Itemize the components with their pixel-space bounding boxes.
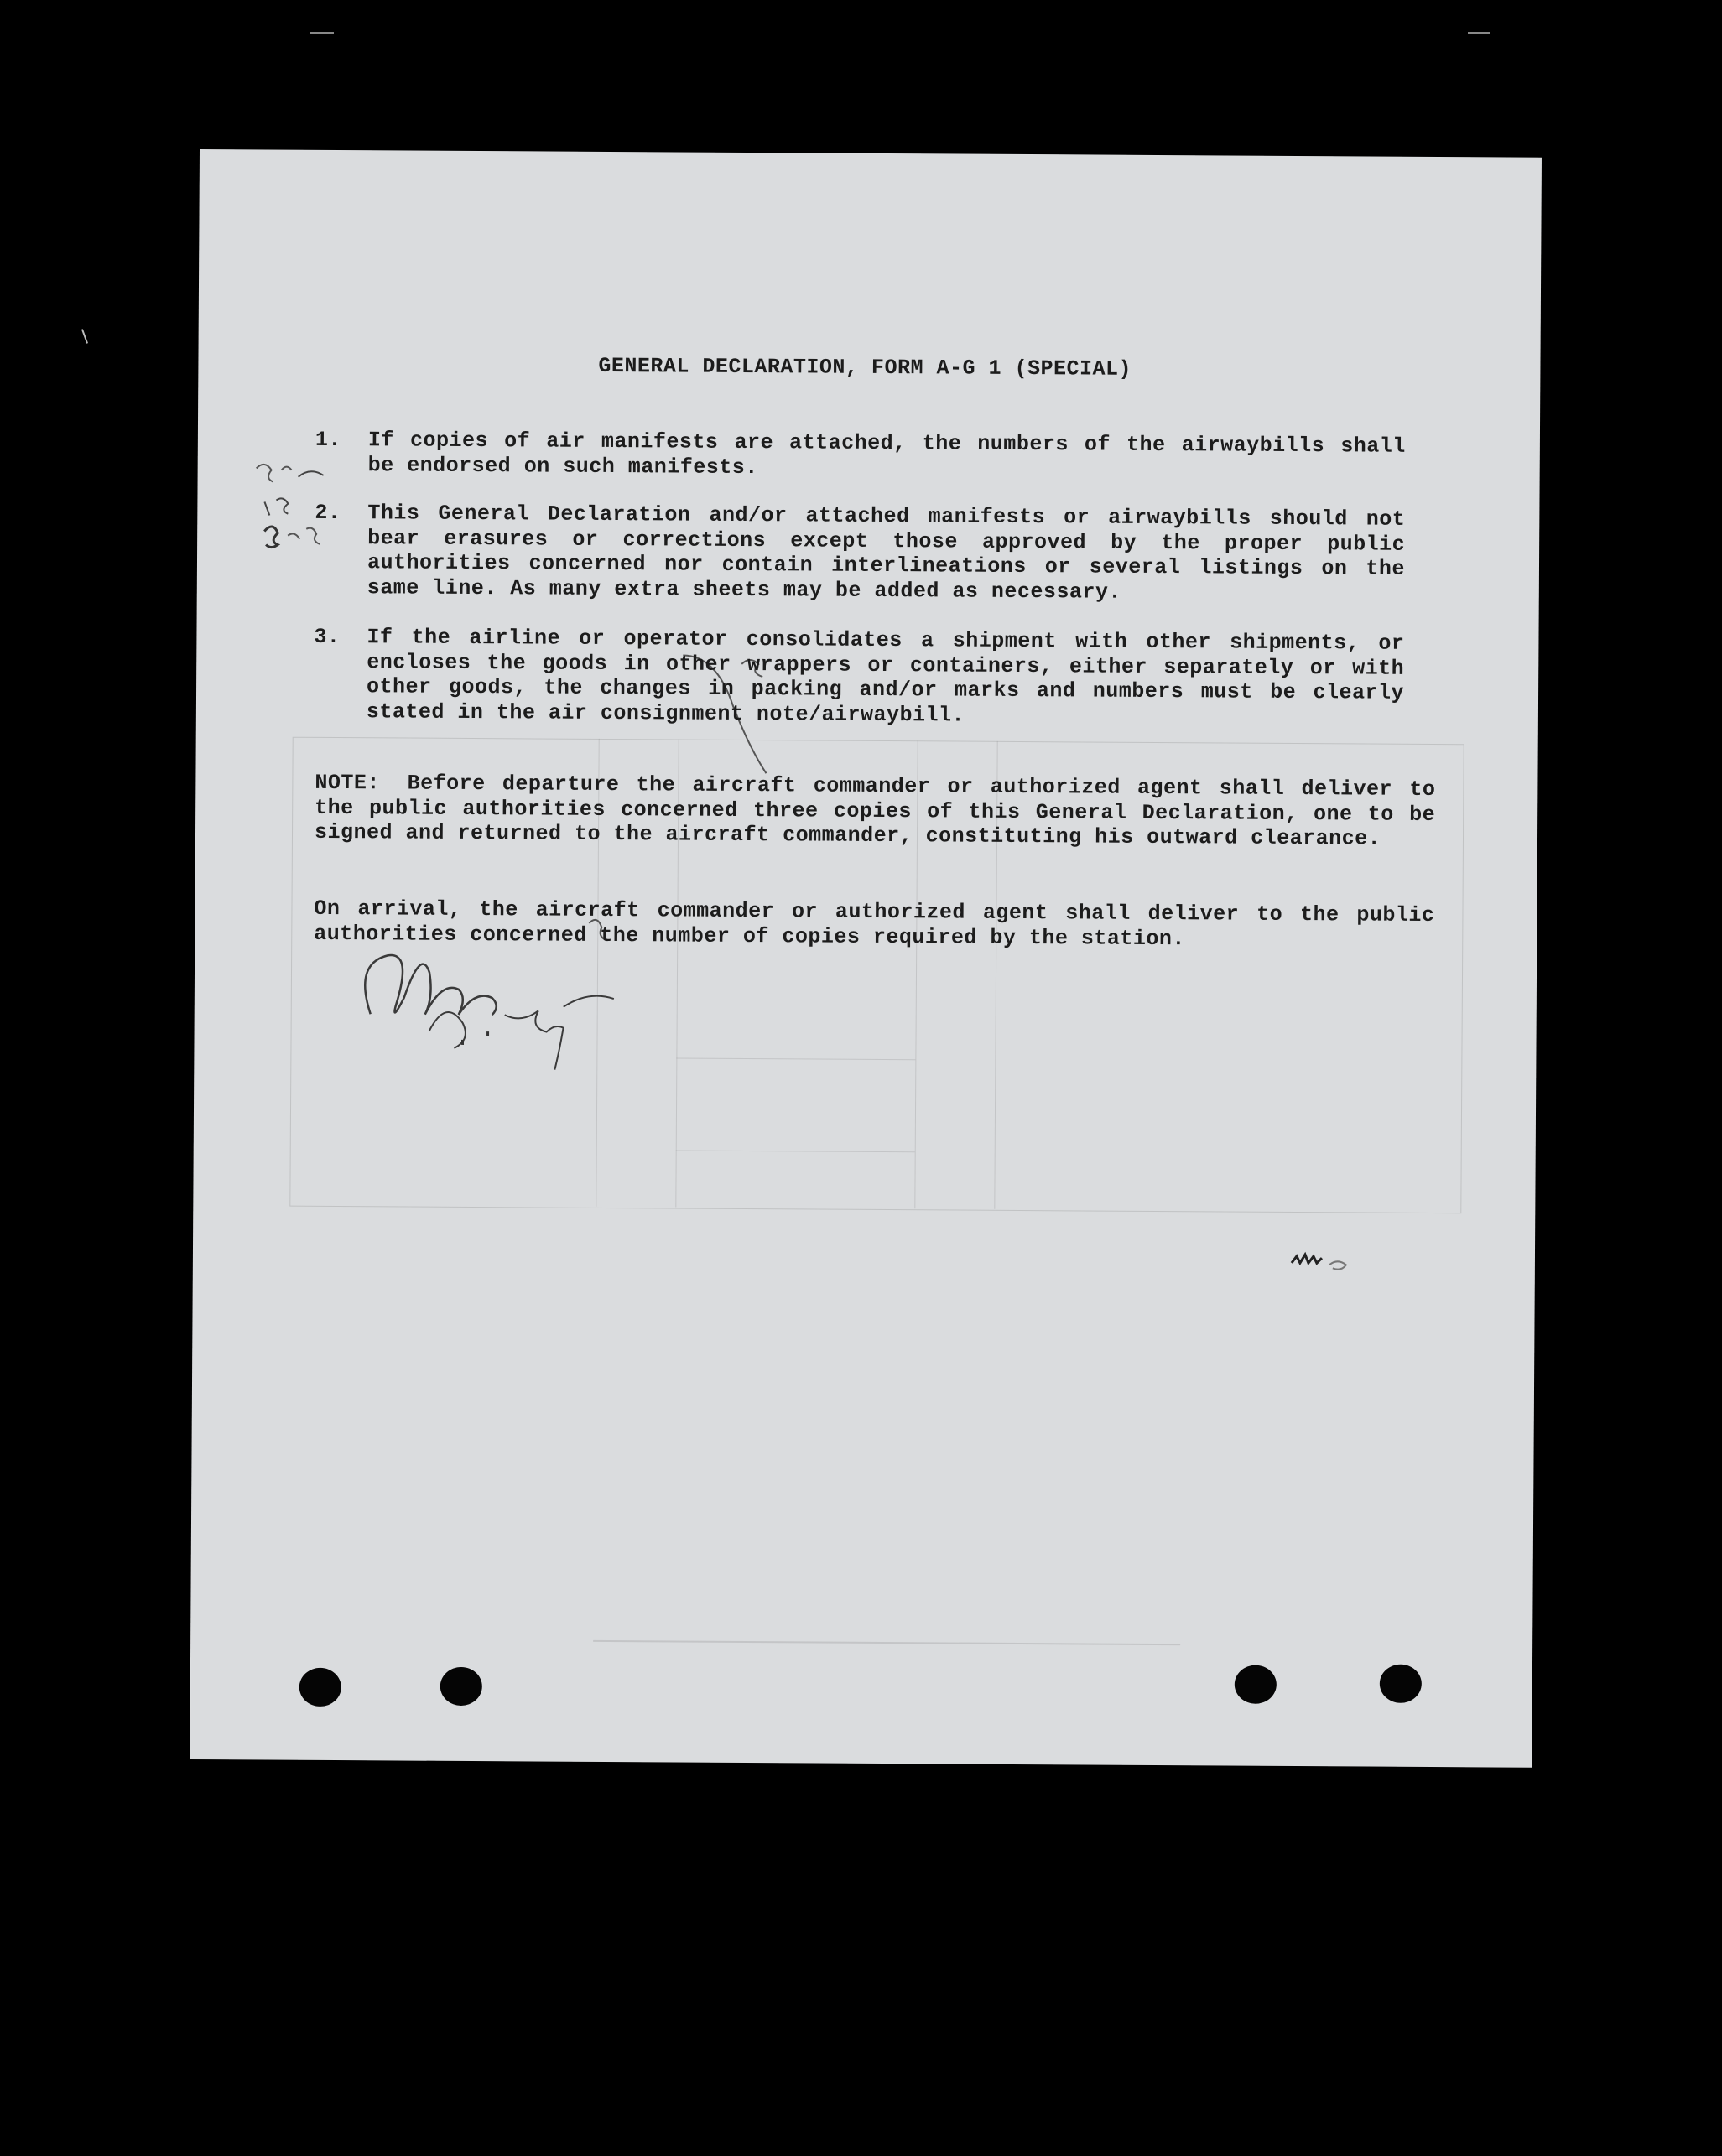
stray-mark <box>310 32 334 34</box>
form-title: GENERAL DECLARATION, FORM A-G 1 (SPECIAL) <box>598 353 1132 382</box>
instruction-item-1 <box>315 428 1406 484</box>
punch-hole <box>440 1667 482 1706</box>
punch-hole <box>1380 1665 1422 1703</box>
ink-stamp-mark <box>1288 1246 1355 1280</box>
arrival-paragraph: On arrival, the aircraft commander or authorized agent shall deliver to the public authorities concerned the number of copies required by the station. <box>314 896 1435 951</box>
departure-note <box>315 771 1436 852</box>
punch-hole <box>299 1668 341 1707</box>
stray-mark <box>81 329 88 344</box>
instruction-item-2 <box>315 501 1406 606</box>
item-number: 1. <box>315 427 341 453</box>
item-text: If the airline or operator consolidates a shipment with other shipments, or encloses the goods in other wrappers or containers, either separately or with other goods, the changes in packing and/or marks and numbers must be clearly stated in the air consignment note/airwaybill. <box>366 625 1405 728</box>
punch-hole <box>1235 1665 1277 1704</box>
bleed-through-line <box>593 1640 1180 1645</box>
instruction-item-3 <box>314 625 1405 730</box>
item-number: 2. <box>315 500 341 526</box>
document-page <box>190 149 1542 1768</box>
note-label: NOTE: <box>315 770 380 796</box>
item-text: If copies of air manifests are attached, the numbers of the airwaybills shall be endorsed on such manifests. <box>367 428 1406 480</box>
item-number: 3. <box>314 624 341 650</box>
note-text: Before departure the aircraft commander or authorized agent shall deliver to the public authorities concerned three copies of this General Declaration, one to be signed and returned to the aircraft commander, constituting his outward clearance. <box>314 771 1436 851</box>
stray-mark <box>1468 32 1490 34</box>
item-text: This General Declaration and/or attached manifests or airwaybills should not bear erasures or corrections except those approved by the proper public authorities concerned nor contain interlineations or several listings on the same line. As many extra sheets may be added as necessary. <box>367 501 1406 605</box>
